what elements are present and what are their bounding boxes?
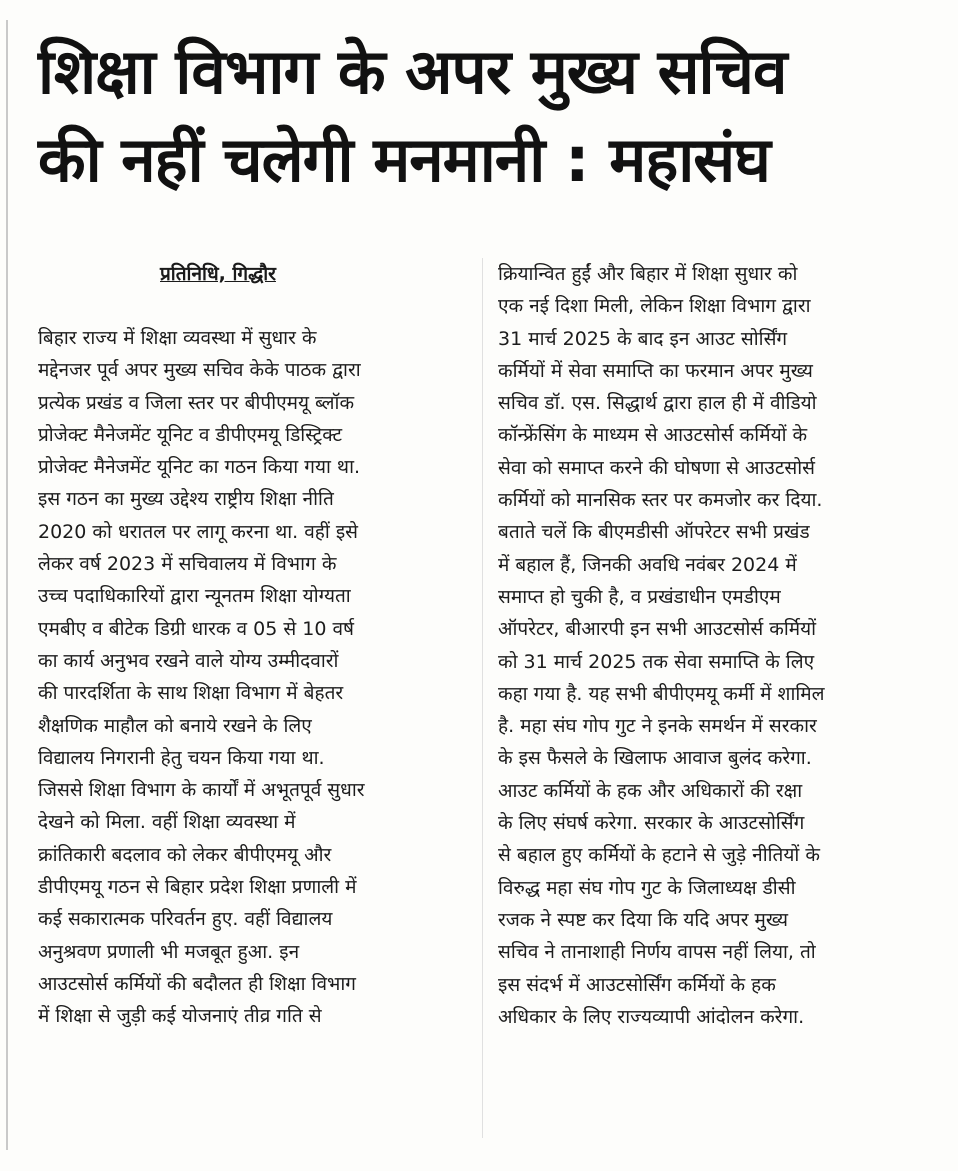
article-text-line: एक नई दिशा मिली, लेकिन शिक्षा विभाग द्वारा — [498, 295, 811, 318]
headline-line-2: की नहीं चलेगी मनमानी : महासंघ — [38, 123, 770, 196]
article-text-line: इस गठन का मुख्य उद्देश्य राष्ट्रीय शिक्षा नीति — [38, 488, 334, 511]
article-text-line: कॉन्फ्रेंसिंग के माध्यम से आउटसोर्स कर्मियों के — [498, 424, 808, 447]
article-text-line: विरुद्ध महा संघ गोप गुट के जिलाध्यक्ष डीसी — [498, 876, 796, 899]
article-text-line: जिससे शिक्षा विभाग के कार्यों में अभूतपूर्व सुधार — [38, 779, 365, 802]
article-text-line: में शिक्षा से जुड़ी कई योजनाएं तीव्र गति से — [38, 1005, 322, 1028]
article-text-line: कहा गया है. यह सभी बीपीएमयू कर्मी में शामिल — [498, 682, 825, 705]
page-edge-divider — [6, 20, 8, 1150]
article-text-line: लेकर वर्ष 2023 में सचिवालय में विभाग के — [38, 553, 337, 576]
article-text-line: विद्यालय निगरानी हेतु चयन किया गया था. — [38, 746, 325, 769]
article-text-line: इस संदर्भ में आउटसोर्सिंग कर्मियों के हक — [498, 973, 776, 996]
article-text-line: की पारदर्शिता के साथ शिक्षा विभाग में बेहतर — [38, 682, 344, 705]
article-text-line: समाप्त हो चुकी है, व प्रखंडाधीन एमडीएम — [498, 585, 781, 608]
article-text-line: कई सकारात्मक परिवर्तन हुए. वहीं विद्यालय — [38, 908, 333, 931]
article-text-line: सेवा को समाप्त करने की घोषणा से आउटसोर्स — [498, 456, 815, 479]
byline: प्रतिनिधि, गिद्धौर — [160, 263, 276, 285]
article-text-line: शैक्षणिक माहौल को बनाये रखने के लिए — [38, 714, 312, 737]
article-text-line: आउटसोर्स कर्मियों की बदौलत ही शिक्षा विभाग — [38, 972, 357, 995]
article-text-line: आउट कर्मियों के हक और अधिकारों की रक्षा — [498, 779, 803, 802]
article-column-left — [38, 322, 468, 1033]
article-text-line: के लिए संघर्ष करेगा. सरकार के आउटसोर्सिंग — [498, 812, 805, 835]
article-text-line: का कार्य अनुभव रखने वाले योग्य उम्मीदवारों — [38, 649, 339, 672]
article-text-line: ऑपरेटर, बीआरपी इन सभी आउटसोर्स कर्मियों — [498, 618, 817, 641]
article-text-line: सचिव ने तानाशाही निर्णय वापस नहीं लिया, तो — [498, 941, 816, 964]
article-text-line: प्रोजेक्ट मैनेजमेंट यूनिट का गठन किया गया था. — [38, 456, 361, 479]
article-text-line: प्रत्येक प्रखंड व जिला स्तर पर बीपीएमयू ब्लॉक — [38, 391, 355, 414]
article-text-line: रजक ने स्पष्ट कर दिया कि यदि अपर मुख्य — [498, 908, 789, 931]
article-text-line: प्रोजेक्ट मैनेजमेंट यूनिट व डीपीएमयू डिस्ट्रिक्ट — [38, 423, 343, 446]
article-text-line: उच्च पदाधिकारियों द्वारा न्यूनतम शिक्षा योग्यता — [38, 585, 351, 608]
article-text-line: है. महा संघ गोप गुट ने इनके समर्थन में सरकार — [498, 715, 817, 738]
article-text-line: 2020 को धरातल पर लागू करना था. वहीं इसे — [38, 520, 359, 543]
article-text-line: मद्देनजर पूर्व अपर मुख्य सचिव केके पाठक द्वारा — [38, 359, 361, 382]
article-text-line: कर्मियों को मानसिक स्तर पर कमजोर कर दिया. — [498, 489, 823, 512]
article-text-line: में बहाल हैं, जिनकी अवधि नवंबर 2024 में — [498, 553, 797, 576]
article-text-line: के इस फैसले के खिलाफ आवाज बुलंद करेगा. — [498, 747, 812, 770]
headline — [38, 28, 928, 204]
article-text-line: अनुश्रवण प्रणाली भी मजबूत हुआ. इन — [38, 940, 300, 963]
column-divider — [482, 258, 483, 1138]
article-text-line: कर्मियों में सेवा समाप्ति का फरमान अपर मुख्य — [498, 359, 813, 382]
article-text-line: क्रांतिकारी बदलाव को लेकर बीपीएमयू और — [38, 843, 332, 866]
article-text-line: बिहार राज्य में शिक्षा व्यवस्था में सुधार के — [38, 327, 317, 349]
article-text-line: अधिकार के लिए राज्यव्यापी आंदोलन करेगा. — [498, 1005, 805, 1028]
article-text-line: क्रियान्वित हुईं और बिहार में शिक्षा सुधार को — [498, 263, 798, 285]
article-text-line: डीपीएमयू गठन से बिहार प्रदेश शिक्षा प्रणाली में — [38, 876, 357, 899]
article-text-line: बताते चलें कि बीएमडीसी ऑपरेटर सभी प्रखंड — [498, 521, 810, 544]
article-text-line: 31 मार्च 2025 के बाद इन आउट सोर्सिंग — [498, 327, 788, 350]
article-text-line: देखने को मिला. वहीं शिक्षा व्यवस्था में — [38, 811, 296, 834]
article-text-line: को 31 मार्च 2025 तक सेवा समाप्ति के लिए — [498, 650, 815, 673]
article-text-line: सचिव डॉ. एस. सिद्धार्थ द्वारा हाल ही में वीडियो — [498, 392, 817, 415]
headline-line-1: शिक्षा विभाग के अपर मुख्य सचिव — [38, 35, 787, 108]
article-text-line: से बहाल हुए कर्मियों के हटाने से जुड़े नीतियों के — [498, 844, 820, 867]
article-column-right — [498, 258, 926, 1033]
article-text-line: एमबीए व बीटेक डिग्री धारक व 05 से 10 वर्ष — [38, 617, 355, 640]
